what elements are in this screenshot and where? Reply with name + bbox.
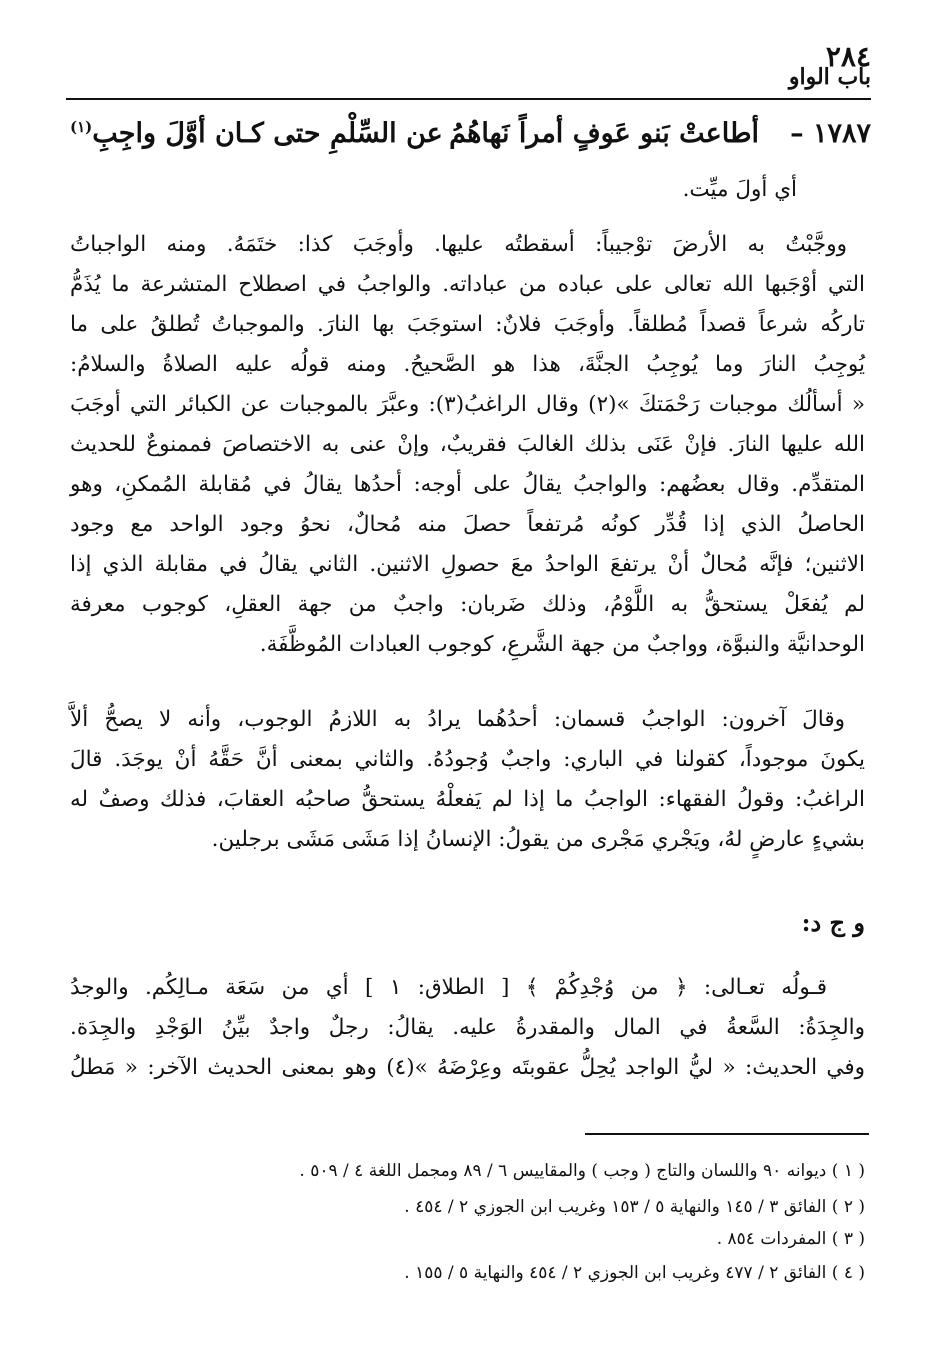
text-line: الله عليها النارَ. فإنْ عَنَى بذلك الغالبَ فقريبٌ، وإنْ عنى به الاختصاصَ فممنوعٌ للحديث — [70, 432, 865, 457]
text-line: التي أوْجَبها الله تعالى على عباده من عباداته. والواجبُ في اصطلاح المتشرعة ما يُذَمُّ — [70, 272, 865, 297]
text-line: وقالَ آخرون: الواجبُ قسمان: أحدُهُما يرادُ به اللازمُ الوجوب، وأنه لا يصحُّ ألاَّ — [70, 707, 845, 732]
text-line: أي أولَ ميِّت. — [682, 177, 797, 202]
text-line: الراغبُ: وقولُ الفقهاء: الواجبُ ما إذا لم يَفعلْهُ يستحقُّ صاحبُه العقابَ، فذلك وصفٌ له — [70, 787, 865, 812]
text-line: يكونَ موجوداً، كقولنا في الباري: واجبٌ وُجودُهُ. والثاني بمعنى أنَّ حَقَّهُ أنْ يوجَدَ. قالَ — [70, 747, 865, 772]
text-line: ووجَّبْتُ به الأرضَ توْجيباً: أسقطتُه عليها. وأوجَبَ كذا: ختَمَهُ. ومنه الواجباتُ — [70, 232, 847, 257]
text-line: والجِدَةُ: السَّعةُ في المال والمقدرةُ عليه. يقالُ: رجلٌ واجدٌ بيِّنُ الوَجْدِ والجِدَة. — [70, 1015, 865, 1040]
page-number: ٢٨٤ — [825, 40, 871, 73]
footnote: ( ٢ ) الفائق ٣ / ١٤٥ والنهاية ٥ / ١٥٣ وغريب ابن الجوزي ٢ / ٤٥٤ . — [404, 1197, 865, 1217]
chapter-title: باب الواو — [788, 64, 871, 90]
verse-hemistich-second — [70, 118, 443, 149]
verse-line — [70, 118, 871, 164]
text-line: يُوجِبُ النارَ وما يُوجِبُ الجنَّةَ، هذا هو الصَّحيحُ. ومنه قولُه عليه الصلاةُ والسلامُ: — [70, 352, 865, 377]
footnote-reference: (١) — [70, 118, 93, 136]
footnote: ( ١ ) ديوانه ٩٠ واللسان والتاج ( وجب ) والمقاييس ٦ / ٨٩ ومجمل اللغة ٤ / ٥٠٩ . — [299, 1161, 865, 1181]
text-line: المتقدِّم. وقال بعضُهم: والواجبُ يقالُ على أوجه: أحدُها يقالُ في مُقابلة المُمكنِ، وهو — [70, 472, 865, 497]
page-header — [66, 40, 871, 100]
verse-number: ١٧٨٧ – — [790, 118, 871, 149]
verse-hemistich-first: أطاعتْ بَنو عَوفٍ أمراً نَهاهُمُ — [449, 118, 759, 149]
footnote: ( ٣ ) المفردات ٨٥٤ . — [716, 1229, 865, 1249]
text-line: « أسألُك موجبات رَحْمَتكَ »(٢) وقال الراغبُ(٣): وعبَّرَ بالموجبات عن الكبائر التي أوجَبَ — [70, 392, 865, 417]
text-line: تاركُه شرعاً قصداً مُطلقاً. وأوجَبَ فلانٌ: استوجَبَ بها النارَ. والموجباتُ تُطلقُ على ما — [70, 312, 865, 337]
verse-hemistich-second-text: عن السِّلْمِ حتى كـان أوَّلَ واجِبِ — [92, 118, 443, 149]
section-heading: و ج د: — [801, 908, 865, 937]
text-line: قـولُه تعـالى: ﴿ من وُجْدِكُمْ ﴾ [ الطلاق: ١ ] أي من سَعَة مـالِكُم. والوجدُ — [70, 975, 827, 1000]
text-line: بشيءٍ عارضٍ لهُ، ويَجْري مَجْرى من يقولُ: الإنسانُ إذا مَشَى مَشَى برجلين. — [211, 827, 865, 852]
text-line: لم يُفعَلْ يستحقُّ به اللَّوْمُ، وذلك ضَربان: واجبٌ من جهة العقلِ، كوجوب معرفة — [70, 592, 865, 617]
footnote: ( ٤ ) الفائق ٢ / ٤٧٧ وغريب ابن الجوزي ٢ / ٤٥٤ والنهاية ٥ / ١٥٥ . — [404, 1263, 865, 1283]
text-line: الاثنين؛ فإنَّه مُحالٌ أنْ يرتفعَ الواحدُ معَ حصولِ الاثنين. الثاني يقالُ في مقابلة الذي إذا — [70, 552, 865, 577]
text-line: وفي الحديث: « ليُّ الواجد يُحِلُّ عقوبتَه وعِرْضَهُ »(٤) وهو بمعنى الحديث الآخر: « مَطلُ — [70, 1055, 865, 1080]
text-line: الوحدانيَّة والنبوَّة، وواجبٌ من جهة الشَّرعِ، كوجوب العبادات المُوظَّفَة. — [259, 632, 865, 657]
text-line: الحاصلُ الذي إذا قُدِّر كونُه مُرتفعاً حصلَ منه مُحالٌ، نحوُ وجود الواحد مع وجود — [70, 512, 865, 537]
footnote-separator — [585, 1133, 869, 1135]
